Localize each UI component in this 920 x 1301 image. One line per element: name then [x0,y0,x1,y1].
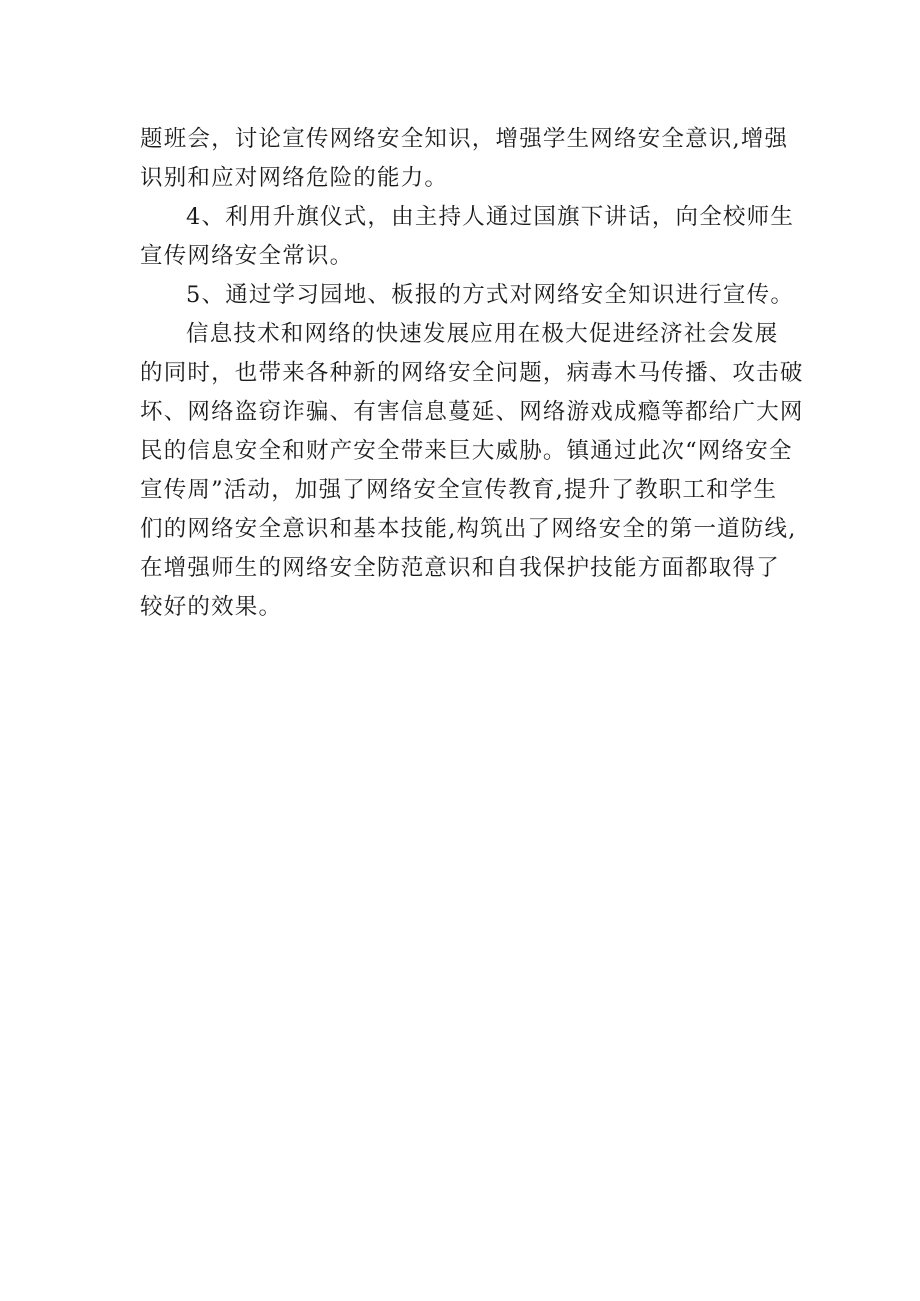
text-line: 识别和应对网络危险的能力。 [140,165,449,191]
document-body [140,120,804,627]
paragraph-start: 信息技术和网络的快速发展应用在极大促进经济社会发展 [186,321,779,347]
text-line: 题班会，讨论宣传网络安全知识，增强学生网络安全意识,增强 [140,126,789,152]
list-item-5: 5、通过学习园地、板报的方式对网络安全知识进行宣传。 [186,282,795,308]
list-item-4: 4、利用升旗仪式，由主持人通过国旗下讲话，向全校师生 [186,204,795,230]
text-line: 民的信息安全和财产安全带来巨大威胁。镇通过此次“网络安全 [140,438,793,464]
text-line: 坏、网络盗窃诈骗、有害信息蔓延、网络游戏成瘾等都给广大网 [140,399,804,425]
text-line: 的同时，也带来各种新的网络安全问题，病毒木马传播、攻击破 [140,360,804,386]
text-line: 较好的效果。 [140,594,283,620]
text-line: 在增强师生的网络安全防范意识和自我保护技能方面都取得了 [140,555,780,581]
text-line: 宣传周”活动，加强了网络安全宣传教育,提升了教职工和学生 [140,477,778,503]
text-line: 宣传网络安全常识。 [140,243,354,269]
text-line: 们的网络安全意识和基本技能,构筑出了网络安全的第一道防线, [140,516,797,542]
